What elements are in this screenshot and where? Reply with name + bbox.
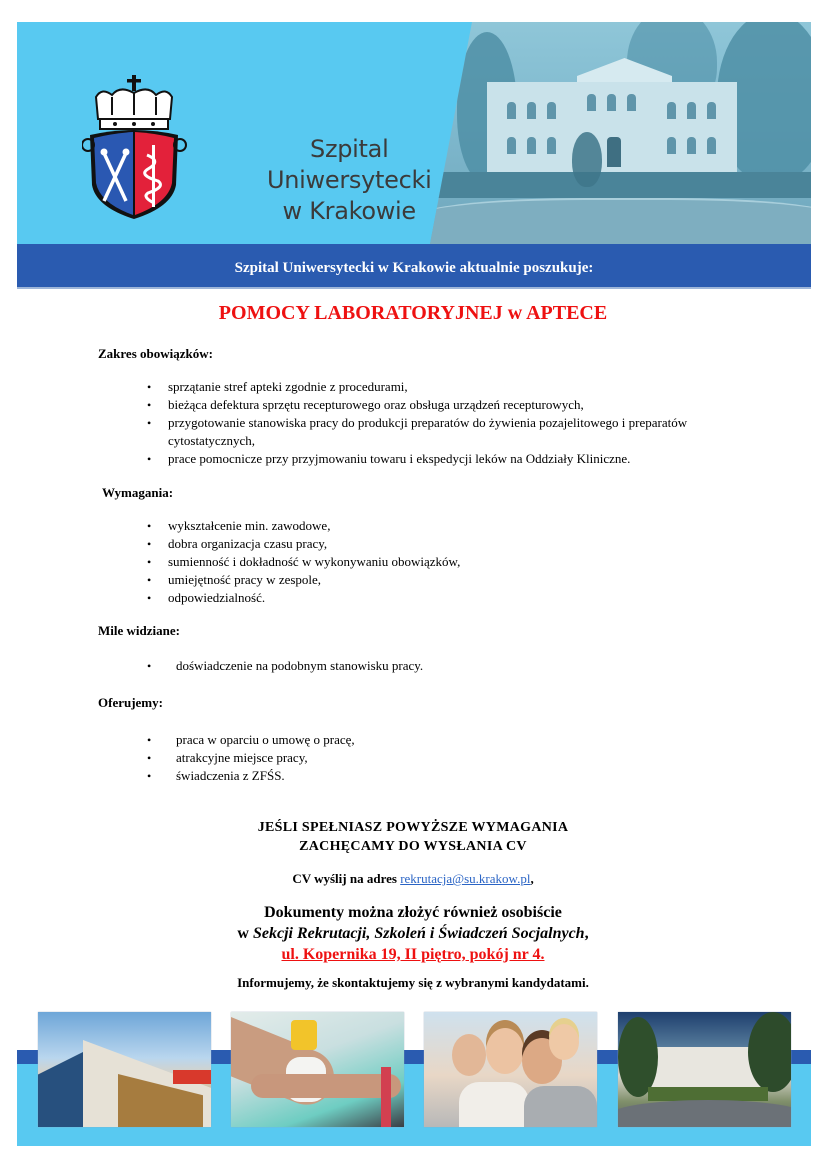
hospital-name-line-1: Szpital [310, 135, 389, 163]
list-item: • przygotowanie stanowiska pracy do produkcji preparatów do żywienia pozajelitowego i preparatów cytostatycznych, [147, 415, 688, 448]
docs-line-1: Dokumenty można złożyć również osobiście [264, 904, 562, 921]
list-item: • dobra organizacja czasu pracy, [147, 536, 328, 551]
contact-notice: Informujemy, że skontaktujemy się z wybranymi kandydatami. [237, 975, 589, 990]
section-heading-duties: Zakres obowiązków: [98, 346, 213, 361]
list-item: • sprzątanie stref apteki zgodnie z procedurami, [147, 379, 408, 394]
list-item: • wykształcenie min. zawodowe, [147, 518, 331, 533]
section-heading-we-offer: Oferujemy: [98, 695, 163, 710]
cv-send-line [0, 871, 826, 887]
list-item: • sumienność i dokładność w wykonywaniu obowiązków, [147, 554, 461, 569]
requirements-list [147, 517, 647, 607]
section-heading-requirements: Wymagania: [102, 485, 174, 500]
hospital-name-line-2: Uniwersytecki [267, 166, 432, 194]
address: ul. Kopernika 19, II piętro, pokój nr 4. [281, 946, 545, 963]
list-item: • bieżąca defektura sprzętu recepturowego oraz obsługa urządzeń recepturowych, [147, 397, 584, 412]
bullet-icon: • [147, 519, 152, 533]
hospital-coat-of-arms-logo [82, 75, 187, 220]
department-name: Sekcji Rekrutacji, Szkoleń i Świadczeń Socjalnych [252, 925, 585, 942]
bullet-icon: • [147, 659, 152, 673]
section-heading-nice-to-have: Mile widziane: [98, 623, 180, 638]
bullet-icon: • [147, 398, 152, 412]
bullet-icon: • [147, 751, 152, 765]
bullet-icon: • [147, 452, 152, 466]
cta-line-2: ZACHĘCAMY DO WYSŁANIA CV [299, 839, 527, 854]
list-item: • doświadczenie na podobnym stanowisku pracy. [147, 658, 424, 673]
list-item: • świadczenia z ZFŚS. [147, 768, 285, 783]
email-link[interactable]: rekrutacja@su.krakow.pl [400, 871, 531, 886]
photo-family [424, 1012, 597, 1127]
docs-line-2: w Sekcji Rekrutacji, Szkoleń i Świadczeń Socjalnych, [237, 925, 589, 942]
bullet-icon: • [147, 769, 152, 783]
documents-info [0, 902, 826, 965]
cv-prefix: CV wyślij na adres [292, 871, 401, 886]
bullet-icon: • [147, 555, 152, 569]
bullet-icon: • [147, 591, 152, 605]
header-banner [17, 22, 811, 244]
nice-to-have-list [147, 657, 647, 675]
photo-blood-draw [231, 1012, 404, 1127]
list-item: • praca w oparciu o umowę o pracę, [147, 732, 355, 747]
bullet-icon: • [147, 733, 152, 747]
offer-list [147, 731, 647, 785]
list-item: • prace pomocnicze przy przyjmowaniu towaru i ekspedycji leków na Oddziały Kliniczne. [147, 451, 631, 466]
header-subtitle-bar [17, 244, 811, 289]
list-item: • atrakcyjne miejsce pracy, [147, 750, 308, 765]
list-item: • odpowiedzialność. [147, 590, 266, 605]
cta-line-1: JEŚLI SPEŁNIASZ POWYŻSZE WYMAGANIA [257, 820, 569, 835]
photo-modern-hospital-building [38, 1012, 211, 1127]
hospital-name-line-3: w Krakowie [282, 197, 416, 225]
cta-heading [0, 818, 826, 856]
bullet-icon: • [147, 573, 152, 587]
cv-suffix: , [530, 871, 534, 886]
bullet-icon: • [147, 380, 152, 394]
bullet-icon: • [147, 416, 152, 430]
photo-historic-hospital-building [618, 1012, 791, 1127]
crest-icon [82, 75, 187, 220]
header-subtitle: Szpital Uniwersytecki w Krakowie aktualnie poszukuje: [234, 260, 594, 276]
job-title: POMOCY LABORATORYJNEJ w APTECE [218, 302, 608, 324]
duties-list [147, 378, 747, 468]
bullet-icon: • [147, 537, 152, 551]
hospital-name [267, 134, 431, 227]
list-item: • umiejętność pracy w zespole, [147, 572, 322, 587]
